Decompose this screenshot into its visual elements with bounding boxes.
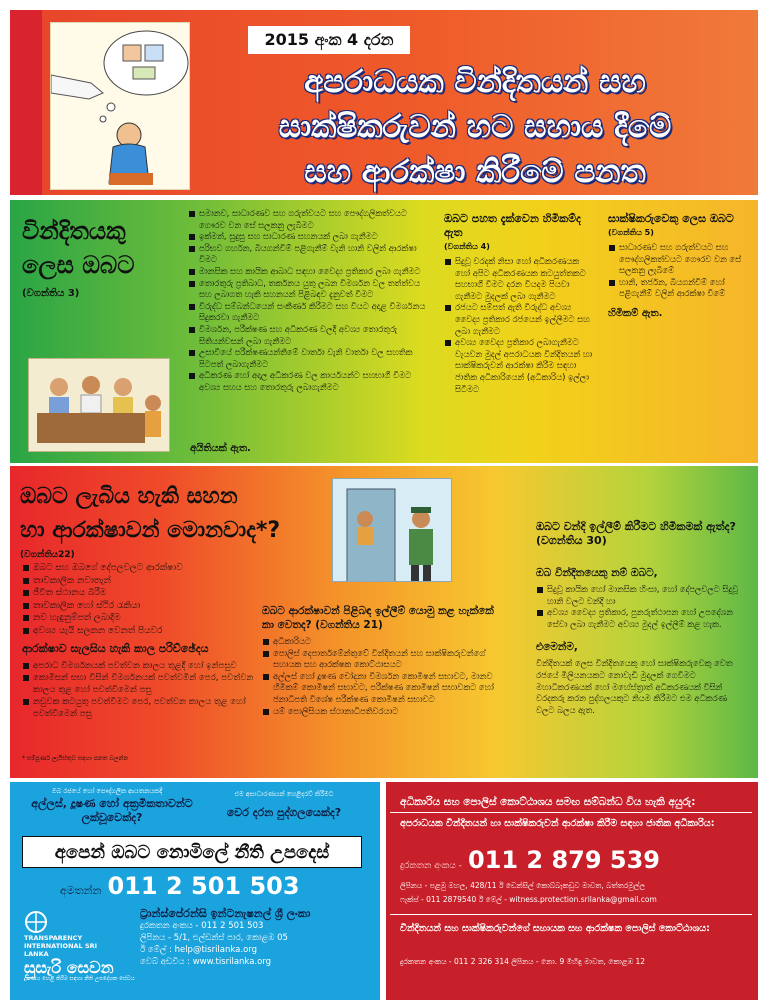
protection-list	[22, 562, 272, 637]
section-ref: (වගන්තිය22)	[20, 550, 75, 560]
additional-rights-column	[444, 212, 594, 395]
list-item: තාවකාලික නවාතැන්	[22, 575, 272, 588]
list-item: සිදුවූ වරදක් නිසා හෝ අධිකරණයක හෝ අපිට අධිකරණයක කටයුත්තකට සහභාගී වීමට දරන වියදම පියවා ගැනීමට මුදලක් ලබා ගැනීමට	[444, 256, 594, 302]
column-heading: ඔබට ආරක්ෂාවන් පිළිබඳ ඉල්ලීම් යොමු කළ හැක්කේ කා වෙතද? (වගන්තිය 21)	[262, 605, 494, 631]
section-ref: (වගන්තිය 4)	[444, 242, 490, 251]
compensation-also: එමෙන්ම,	[536, 641, 578, 654]
list-item: අවශ්‍ය වෛද්‍ය ප්‍රතිකාර, පුනරුත්ථාපන හෝ උපදේශන සේවා ලබා ගැනීමට අවශ්‍ය මුදල් ඉල්ලීම් කළ හැක.	[536, 607, 746, 630]
list-item: ඉක්මන්, සුදුසු සහ සාධාරණ සහනයක් ලබා ගැනීමට	[188, 231, 433, 243]
title-line: අපරාධයක වින්දිතයන් සහ	[304, 64, 646, 100]
victim-rights-closing: අයිතියක් ඇත.	[190, 443, 251, 454]
request-column	[262, 604, 497, 717]
compensation-list	[536, 584, 746, 630]
victim-rights-list	[188, 208, 433, 394]
list-item: අවශ්‍ය වෛද්‍ය ප්‍රතිකාර ලබාගැනීමට වැයවන මුදල් අපරාධයක වින්දිතයන් හා සාක්ෂිකරුවන් ආරක්ෂා කිරීම සඳහා ජාතික අධිකාරියෙන් (අධිකාරිය) ඉල්ලා සිටීමට	[444, 337, 594, 395]
list-item: නව හැඳුනුම්පත් ලබාදීම	[22, 612, 272, 625]
list-item: සමානව, සාධාරණව සහ ගරුත්වයට සහ පෞද්ගලිකත්වයට ගෞරව වන සේ සලකනු ලැබීමට	[188, 208, 433, 231]
authority-phone-number[interactable]: 011 2 879 539	[467, 846, 660, 874]
compensation-sub: ඔබ වින්දිතයෙකු නම් ඔබට,	[536, 567, 658, 579]
list-item: තාවකාලික හෝ ස්ථිර රැකියා	[22, 600, 272, 613]
header-red-bar	[10, 10, 42, 195]
list-item: සාධාරණව සහ ගරුත්වයට සහ පෞද්ගලිකත්වයට ගෞරව වන සේ සලකනු ලැබීමේ	[608, 242, 748, 277]
list-item: රජයට සම්පත් ඇති විරුද්ධ අවශ්‍ය වෛද්‍ය ප්‍රතිකාර රජයෙන් ඉල්ලීමට සහ ලබා ගැනීමට	[444, 302, 594, 337]
hotline-number[interactable]: 011 2 501 503	[107, 872, 300, 900]
witness-rights-closing: හිමිකම් ඇත.	[608, 307, 663, 319]
additional-rights-list	[444, 256, 594, 395]
police-division-contact: දුරකතන අංකය - 011 2 326 314 ලිපිනය - නො. 9 මිහිඳු මාවත, කොළඹ 12	[400, 957, 646, 966]
organisation-name: ට්‍රාන්ස්පේරන්සි ඉන්ටනැෂනල් ශ්‍රී ලංකා	[140, 907, 311, 920]
list-item: හානි, තර්ජන, බියගන්වීම් හෝ පළිගැනීම් වලින් ආරක්ෂා වීමේ	[608, 277, 748, 300]
title-line: සහ ආරක්ෂා කිරීමේ පනත	[304, 154, 646, 190]
ti-name: TRANSPARENCY INTERNATIONAL SRI LANKA	[24, 934, 98, 958]
list-item: මානසික සහ කායික ආබාධ සඳහා වෛද්‍ය ප්‍රතිකාර ලබා ගැනීමට	[188, 266, 433, 278]
list-item: පරිභව ගර්හන, බියගන්වීම් පළිගැනීම් වැනි හානි වලින් ආරක්ෂා වීමට	[188, 243, 433, 266]
list-item: ජීවිත ස්ථානය බිරීම	[22, 587, 272, 600]
page-title	[200, 60, 750, 195]
question-main: වෙර දරන පුද්ගලයෙක්ද?	[226, 806, 342, 819]
protection-title	[20, 480, 340, 548]
list-item: උසාවියේ පරීක්ෂණයන්තීමේ වාර්තා වැනි වාර්තා වල සහතික පිටපත් ලබාගැනීමට	[188, 347, 433, 370]
organisation-email[interactable]: ඊ මේල් : help@tisrilanka.org	[140, 945, 258, 955]
organisation-address: ලිපිනය - 5/1, එල්ඩන්ස් පාර, කොළඹ 05	[140, 933, 288, 943]
divider	[390, 812, 752, 813]
compensation-column	[536, 520, 746, 716]
list-item: ඔබට සහ ඔබගේ දේපලවලට ආරක්ෂාව	[22, 562, 272, 575]
list-item: කොමිසන් සභා විසින් විමර්ශනයක් පවත්වමින් පෙර, පවත්වන කාලය තුළ හෝ පවත්වීමෙන් පසු	[22, 672, 267, 696]
authority-sub: අපරාධයක වින්දිතයන් හා සාක්ෂිකරුවන් ආරක්ෂා කිරීම සඳහා ජාතික අධිකාරිය:	[400, 818, 715, 829]
authority-fax-email: ෆැක්ස් - 011 2879540 ඊ මේල් - witness.protection.srilanka@gmail.com	[400, 895, 657, 904]
victim-cartoon-illustration	[50, 22, 190, 190]
list-item: අධිකාරියට	[262, 636, 497, 648]
column-heading: ඔබට වන්දි ඉල්ලීම් කිරීමට හිමිකමක් ඇත්ද? (වගන්තිය 30)	[536, 520, 736, 547]
authority-phone	[400, 846, 660, 874]
list-item: සිදුවූ කායික හෝ මානසික හිංසා, හෝ දේපලවලට සිදුවූ හානි වලට වන්දි හා	[536, 584, 746, 607]
protection-period-list	[22, 660, 267, 720]
question-main: අල්ලස්, දූෂණ හෝ අක්‍රමිකතාවන්ට ලක්වූවෙක්ද?	[31, 797, 193, 824]
meeting-illustration	[28, 358, 170, 452]
title-line: හා ආරක්ෂාවන් මොනවාද*?	[20, 518, 281, 543]
list-item: තොරතුරු ප්‍රතිබාධ, තර්කනය යුතු ලබන විමර්ශන වල තත්ත්වය සහ ලබාගත හැකි සහනයන් පිළිබඳව දැනුවත් වීමට	[188, 278, 433, 301]
list-item: පොලිස් දෙපාර්තමේන්තුවේ වින්දිතයන් සහ සාක්ෂිකරුවන්ගේ සහායක සහ ආරක්ෂක කොට්ඨාසයට	[262, 648, 497, 671]
phone-label: දුරකතන අංකය -	[400, 861, 462, 871]
hotline-label: අමතන්න	[60, 884, 102, 897]
list-item: අල්ලස් හෝ දූෂණ චෝදනා විමර්ශන කොමිෂන් සභාවට, මානව හිමිකම් කොමිෂන් සභාවට, පරීක්ෂණ කොමිෂන් සභාවකට හෝ ජනාධිපති විශේෂ පරීක්ෂණ කොමිෂන් සභාවට	[262, 671, 497, 706]
compensation-paragraph: වින්දිතයක් ලෙස වින්දිතයෙකු හෝ සාක්ෂිකරුවෙකු වෙත රජයේ මිලියනයකට නොවැඩි මුදලක් ගෙවීමට මහාධිකරණයක් හෝ මහේස්ත්‍රාත් අධිකරණයක් විසින් වරදකරු කරන පුද්ගලයකුට නියම කිරීමට එම අධිකරණ වලට බලය ඇත.	[536, 658, 733, 715]
section-ref: (වගන්තිය 5)	[608, 228, 654, 237]
column-heading: ඔබට පහත දැක්වෙන හිමිකම්ද ඇත	[444, 212, 581, 239]
question-pre: ඔබ රජයේ හෝ පෞද්ගලික ආයතනයකදී	[51, 787, 163, 795]
victim-rights-title	[22, 214, 182, 282]
susari-sewana-subtitle: දූෂණය හෙළි කිරීම සඳහා නීති උපදේශක සේවය	[24, 976, 135, 982]
susari-sewana-title: සුසැරි සෙවන	[24, 958, 114, 977]
organisation-phone: දුරකතන අංකය - 011 2 501 503	[140, 921, 264, 931]
act-number-band: 2015 අංක 4 දරන	[248, 26, 410, 54]
organisation-contact	[140, 908, 310, 968]
title-line: ලෙස ඔබට	[22, 251, 135, 279]
transparency-international-logo	[24, 910, 104, 958]
organisation-website[interactable]: වෙබ් අඩවිය : www.tisrilanka.org	[140, 957, 272, 967]
police-division-heading: වින්දිතයන් සහ සාක්ෂිකරුවන්ගේ සහායක සහ ආරක්ෂක පොලිස් කොට්ඨාශය:	[400, 923, 710, 934]
free-legal-advice-banner: අපෙන් ඔබට නොමිලේ නීති උපදෙස්	[22, 836, 362, 868]
title-line: ඔබට ලැබිය හැකි සහන	[20, 484, 238, 509]
question-pre: එම අසාධාරණයන් හෙළිදරව් කිරීමට	[234, 790, 334, 798]
globe-icon	[24, 910, 48, 934]
footnote: * සම්පූර්ණ ලැයිස්තුව සඳහා පනත බලන්න	[22, 755, 129, 762]
list-item: අපරාධ විමර්ශනයක් පවත්වන කාලය තුළදී හෝ ඉන්පසුව	[22, 660, 267, 672]
list-item: නඩුවක කටයුතු පවත්වීමට පෙර, පවත්වන කාලය තුළ හෝ පවත්වීමෙන් පසු	[22, 696, 267, 720]
list-item: අවශ්‍ය යැයි සලකන වෙනත් පියවර	[22, 625, 272, 638]
title-line: වින්දිතයකු	[22, 217, 126, 245]
title-line: සාක්ෂිකරුවන් හට සහාය දීමේ	[278, 109, 672, 145]
divider	[390, 914, 752, 915]
list-item: අධිකරණ හෝ අදාල අධිකරණ වල කාර්යයන්ට සහභාගී වීමට අවශ්‍ය සහය සහ තොරතුරු ලබාගැනීමට	[188, 370, 433, 393]
authority-contact-panel	[386, 782, 758, 1000]
list-item: විමර්ශන, පරීක්ෂණ සහ අධිකරණ වලදී අවශ්‍ය තොරතුරු සිතියන්වසන් ලබා ගැනීමට	[188, 324, 433, 347]
request-list	[262, 636, 497, 717]
list-item: යම් පොලිසියක ස්ථානාධිපතිවරයාට	[262, 706, 497, 718]
list-item: විරුද්ධ සම්බන්ධයෙන් සංකීර්ණ කිරීමට සහ වියට අදාළ විමර්ශනය සිදුකරවා ගැනීමට	[188, 301, 433, 324]
police-door-illustration	[332, 478, 452, 582]
column-heading: සාක්ෂිකරුවෙකු ලෙස ඔබට	[608, 212, 734, 225]
authority-address: ලිපිනය - පළමු මහල, 428/11 ඊ ඩෙන්සිල් කොබ්බෑකඩුව මාවත, බත්තරමුල්ල	[400, 881, 646, 890]
hotline	[60, 872, 300, 900]
section-ref: (වගන්තිය 3)	[22, 288, 80, 299]
protection-period-heading: ආරක්ෂාව සැලසිය හැකි කාල පරිච්ඡේදය	[22, 642, 209, 655]
authority-heading: අධිකාරිය සහ පොලිස් කොට්ඨාශය සමඟ සම්බන්ධ විය හැකි අයුරු:	[400, 796, 696, 808]
witness-rights-list	[608, 242, 748, 300]
witness-rights-column	[608, 212, 748, 319]
